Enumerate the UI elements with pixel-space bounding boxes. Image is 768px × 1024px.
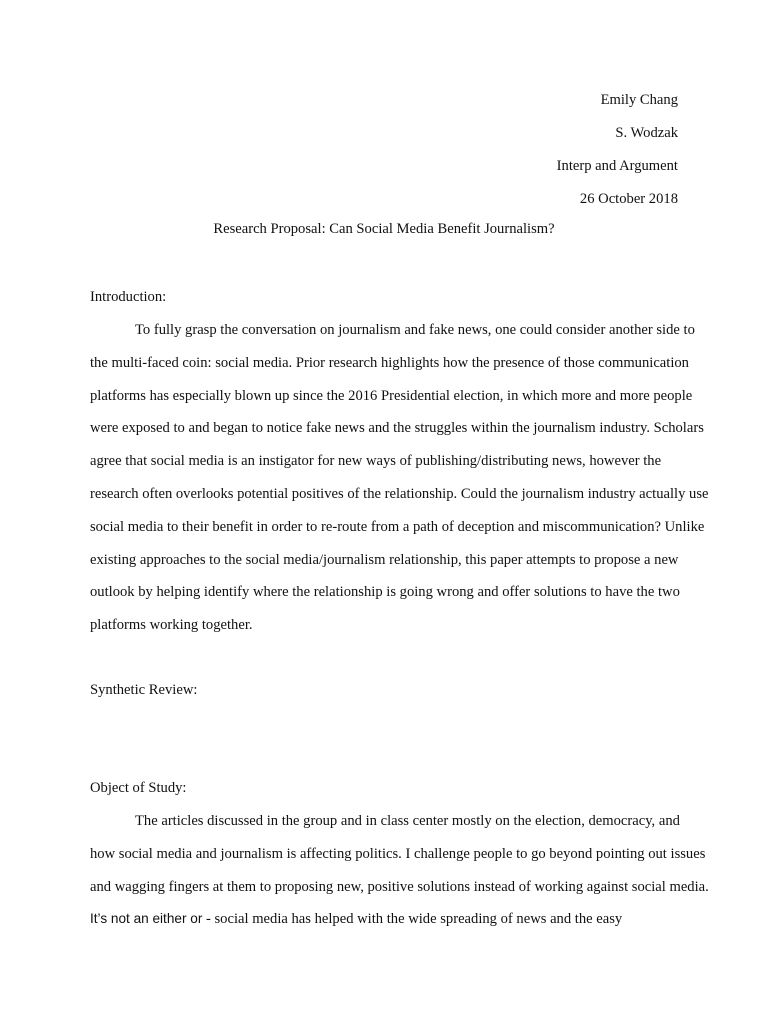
synthetic-review-heading: Synthetic Review: [90, 682, 198, 698]
inline-sans-text: It’s not an either or [90, 911, 203, 927]
paragraph-line: research often overlooks potential positives of the relationship. Could the journalism industry actually use [90, 485, 709, 502]
paragraph-line: social media to their benefit in order to re-route from a path of deception and miscommunication? Unlike [90, 518, 705, 535]
paragraph-line [90, 903, 680, 936]
introduction-paragraph [90, 314, 709, 642]
course-name: Interp and Argument [556, 158, 678, 174]
inline-text: - social media has helped with the wide spreading of news and the easy [202, 911, 623, 928]
paragraph-line: outlook by helping identify where the relationship is going wrong and offer solutions to have the two [90, 584, 680, 601]
instructor-name: S. Wodzak [615, 125, 678, 141]
paragraph-line: To fully grasp the conversation on journalism and fake news, one could consider another side to [135, 322, 695, 338]
object-of-study-paragraph [90, 805, 709, 936]
paragraph-line: platforms working together. [90, 617, 253, 634]
author-name: Emily Chang [600, 92, 678, 108]
document-date: 26 October 2018 [579, 191, 678, 207]
paragraph-line: The articles discussed in the group and in class center mostly on the election, democracy, and [135, 813, 680, 829]
paragraph-line: agree that social media is an instigator for new ways of publishing/distributing news, however the [90, 453, 662, 470]
document-title: Research Proposal: Can Social Media Benefit Journalism? [213, 221, 555, 237]
paragraph-line: were exposed to and began to notice fake news and the struggles within the journalism industry. Scholars [90, 420, 704, 437]
introduction-heading: Introduction: [90, 289, 167, 305]
paragraph-line: the multi-faced coin: social media. Prior research highlights how the presence of those communication [90, 354, 689, 371]
paragraph-line: how social media and journalism is affecting politics. I challenge people to go beyond pointing out issues [90, 845, 706, 862]
paragraph-line: existing approaches to the social media/journalism relationship, this paper attempts to propose a new [90, 551, 679, 568]
object-of-study-heading: Object of Study: [90, 780, 187, 796]
paragraph-line: and wagging fingers at them to proposing new, positive solutions instead of working against social media. [90, 878, 709, 895]
paragraph-line: platforms has especially blown up since the 2016 Presidential election, in which more and more people [90, 387, 693, 404]
